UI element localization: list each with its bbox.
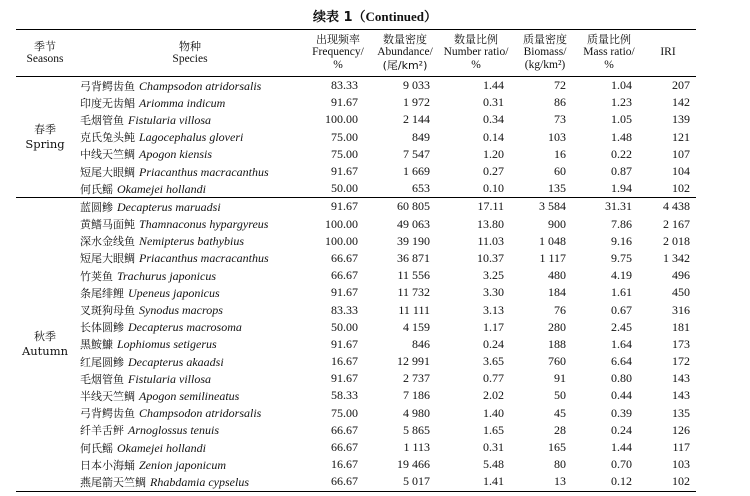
biomass-cell: 900 <box>548 216 566 231</box>
biomass-cell: 13 <box>554 474 566 489</box>
table-row <box>16 198 696 216</box>
biomass-cell: 73 <box>554 112 566 127</box>
species-sci: Okamejei hollandi <box>117 181 206 196</box>
species-sci: Fistularia villosa <box>128 371 212 386</box>
frequency-cell: 66.67 <box>331 268 358 283</box>
species-sci: Nemipterus bathybius <box>139 234 244 249</box>
table-row <box>16 422 696 439</box>
species-cn: 日本小海蛹 <box>80 458 135 472</box>
iri-cell: 135 <box>672 405 690 420</box>
table-row <box>16 111 696 128</box>
number-ratio-cell: 1.65 <box>483 422 504 437</box>
mass-ratio-cell: 0.87 <box>611 164 632 179</box>
species-cell <box>74 94 306 111</box>
species-cell <box>74 77 306 95</box>
number-ratio-cell: 17.11 <box>477 199 504 214</box>
frequency-cell: 16.67 <box>331 457 358 472</box>
number-ratio-cell: 0.24 <box>483 336 504 351</box>
autumn-section <box>16 198 696 491</box>
table-header <box>16 30 696 77</box>
table-row <box>16 456 696 473</box>
abundance-cell: 11 732 <box>397 285 430 300</box>
species-cell <box>74 387 306 404</box>
abundance-cell: 12 991 <box>397 354 430 369</box>
biomass-cell: 60 <box>554 164 566 179</box>
table-row <box>16 94 696 111</box>
mass-ratio-cell: 1.64 <box>611 336 632 351</box>
species-cn: 黑鮟鱇 <box>80 338 113 352</box>
table-row <box>16 267 696 284</box>
biomass-cell: 80 <box>554 457 566 472</box>
mass-ratio-cell: 6.64 <box>611 354 632 369</box>
species-cell <box>74 163 306 180</box>
species-cell <box>74 301 306 318</box>
mass-ratio-cell: 31.31 <box>605 199 632 214</box>
table-row <box>16 353 696 370</box>
table-row <box>16 284 696 301</box>
mass-ratio-cell: 0.80 <box>611 371 632 386</box>
number-ratio-cell: 3.13 <box>483 302 504 317</box>
frequency-cell: 66.67 <box>331 250 358 265</box>
abundance-cell: 49 063 <box>397 216 430 231</box>
species-cell <box>74 267 306 284</box>
table-row <box>16 473 696 491</box>
species-cell <box>74 473 306 491</box>
species-cell <box>74 129 306 146</box>
species-cn: 何氏鳐 <box>80 441 113 455</box>
frequency-cell: 50.00 <box>331 181 358 196</box>
mass-ratio-cell: 1.48 <box>611 129 632 144</box>
header-mass-ratio: 质量比例 Mass ratio/ % <box>583 33 635 71</box>
caption-cn: 续表 1（ <box>312 10 366 25</box>
abundance-cell: 11 111 <box>398 302 430 317</box>
table-row <box>16 319 696 336</box>
iri-cell: 104 <box>672 164 690 179</box>
frequency-cell: 83.33 <box>331 302 358 317</box>
frequency-cell: 66.67 <box>331 422 358 437</box>
number-ratio-cell: 0.77 <box>483 371 504 386</box>
biomass-cell: 72 <box>554 78 566 93</box>
season-cell <box>16 77 74 198</box>
mass-ratio-cell: 1.23 <box>611 95 632 110</box>
biomass-cell: 1 117 <box>539 250 566 265</box>
iri-cell: 142 <box>672 95 690 110</box>
number-ratio-cell: 3.30 <box>483 285 504 300</box>
mass-ratio-cell: 2.45 <box>611 319 632 334</box>
iri-cell: 207 <box>672 78 690 93</box>
biomass-cell: 165 <box>548 440 566 455</box>
species-cn: 条尾绯鲤 <box>80 286 124 300</box>
frequency-cell: 100.00 <box>325 216 358 231</box>
species-sci: Decapterus maruadsi <box>117 199 221 214</box>
header-number-ratio: 数量比例 Number ratio/ % <box>443 33 509 71</box>
table-row <box>16 216 696 233</box>
mass-ratio-cell: 0.39 <box>611 405 632 420</box>
frequency-cell: 50.00 <box>331 319 358 334</box>
biomass-cell: 188 <box>548 336 566 351</box>
number-ratio-cell: 1.17 <box>483 319 504 334</box>
number-ratio-cell: 0.10 <box>483 181 504 196</box>
frequency-cell: 91.67 <box>331 285 358 300</box>
number-ratio-cell: 10.37 <box>477 250 504 265</box>
number-ratio-cell: 3.25 <box>483 268 504 283</box>
table-row <box>16 387 696 404</box>
species-sci: Fistularia villosa <box>128 112 212 127</box>
abundance-cell: 11 556 <box>397 268 430 283</box>
iri-cell: 121 <box>672 129 690 144</box>
frequency-cell: 66.67 <box>331 440 358 455</box>
number-ratio-cell: 3.65 <box>483 354 504 369</box>
species-cn: 纤羊舌鲆 <box>80 424 124 438</box>
biomass-cell: 45 <box>554 405 566 420</box>
mass-ratio-cell: 0.70 <box>611 457 632 472</box>
data-table <box>16 29 696 492</box>
frequency-cell: 91.67 <box>331 336 358 351</box>
number-ratio-cell: 13.80 <box>477 216 504 231</box>
species-cell <box>74 146 306 163</box>
table-row <box>16 77 696 95</box>
frequency-cell: 100.00 <box>325 233 358 248</box>
abundance-cell: 7 547 <box>403 146 430 161</box>
iri-cell: 117 <box>672 440 690 455</box>
biomass-cell: 16 <box>554 146 566 161</box>
mass-ratio-cell: 9.75 <box>611 250 632 265</box>
species-sci: Decapterus akaadsi <box>128 354 224 369</box>
abundance-cell: 2 737 <box>403 371 430 386</box>
species-sci: Trachurus japonicus <box>117 268 217 283</box>
biomass-cell: 760 <box>548 354 566 369</box>
number-ratio-cell: 0.31 <box>483 440 504 455</box>
table-row <box>16 233 696 250</box>
number-ratio-cell: 1.44 <box>483 78 504 93</box>
frequency-cell: 91.67 <box>331 199 358 214</box>
species-cell <box>74 111 306 128</box>
iri-cell: 172 <box>672 354 690 369</box>
header-frequency: 出现频率 Frequency/ % <box>312 33 364 71</box>
iri-cell: 496 <box>672 268 690 283</box>
abundance-cell: 1 113 <box>403 440 430 455</box>
species-cell <box>74 353 306 370</box>
table-row <box>16 163 696 180</box>
mass-ratio-cell: 0.12 <box>611 474 632 489</box>
frequency-cell: 75.00 <box>331 146 358 161</box>
mass-ratio-cell: 0.67 <box>611 302 632 317</box>
species-cn: 短尾大眼鲷 <box>80 165 135 179</box>
spring-section <box>16 77 696 198</box>
mass-ratio-cell: 0.44 <box>611 388 632 403</box>
frequency-cell: 91.67 <box>331 95 358 110</box>
biomass-cell: 184 <box>548 285 566 300</box>
species-cell <box>74 370 306 387</box>
biomass-cell: 86 <box>554 95 566 110</box>
mass-ratio-cell: 1.44 <box>611 440 632 455</box>
frequency-cell: 91.67 <box>331 164 358 179</box>
mass-ratio-cell: 7.86 <box>611 216 632 231</box>
mass-ratio-cell: 1.61 <box>611 285 632 300</box>
table-row <box>16 250 696 267</box>
header-biomass: 质量密度 Biomass/ (kg/km²) <box>523 33 567 71</box>
species-sci: Lagocephalus gloveri <box>139 130 244 145</box>
species-cn: 深水金线鱼 <box>80 235 135 249</box>
iri-cell: 4 438 <box>663 199 690 214</box>
species-cell <box>74 439 306 456</box>
table-row <box>16 180 696 198</box>
species-sci: Zenion japonicum <box>139 457 226 472</box>
biomass-cell: 50 <box>554 388 566 403</box>
iri-cell: 102 <box>672 181 690 196</box>
number-ratio-cell: 11.03 <box>477 233 504 248</box>
iri-cell: 102 <box>672 474 690 489</box>
iri-cell: 107 <box>672 146 690 161</box>
frequency-cell: 75.00 <box>331 405 358 420</box>
abundance-cell: 846 <box>412 336 430 351</box>
header-season: 季节 Seasons <box>26 39 64 65</box>
iri-cell: 316 <box>672 302 690 317</box>
abundance-cell: 36 871 <box>397 250 430 265</box>
biomass-cell: 3 584 <box>539 199 566 214</box>
species-cn: 蓝圆鲹 <box>80 200 113 214</box>
abundance-cell: 1 669 <box>403 164 430 179</box>
frequency-cell: 75.00 <box>331 129 358 144</box>
iri-cell: 173 <box>672 336 690 351</box>
iri-cell: 2 167 <box>663 216 690 231</box>
caption-close: ） <box>424 10 438 25</box>
species-cell <box>74 456 306 473</box>
species-cell <box>74 405 306 422</box>
number-ratio-cell: 0.34 <box>483 112 504 127</box>
species-cn: 竹荚鱼 <box>80 269 113 283</box>
caption-en: Continued <box>365 9 425 24</box>
number-ratio-cell: 1.41 <box>483 474 504 489</box>
abundance-cell: 653 <box>412 181 430 196</box>
species-cn: 印度无齿鲳 <box>80 96 135 110</box>
number-ratio-cell: 0.31 <box>483 95 504 110</box>
species-cn: 黄鳍马面鲀 <box>80 218 135 232</box>
biomass-cell: 103 <box>548 129 566 144</box>
abundance-cell: 7 186 <box>403 388 430 403</box>
iri-cell: 143 <box>672 371 690 386</box>
species-sci: Arnoglossus tenuis <box>128 423 220 438</box>
table-caption <box>0 6 750 25</box>
species-sci: Okamejei hollandi <box>117 440 206 455</box>
species-cn: 克氏兔头鲀 <box>80 131 135 145</box>
species-cell <box>74 198 306 216</box>
iri-cell: 143 <box>672 388 690 403</box>
species-cn: 叉斑狗母鱼 <box>80 304 135 318</box>
frequency-cell: 83.33 <box>331 78 358 93</box>
species-sci: Ariomma indicum <box>139 95 226 110</box>
species-cell <box>74 250 306 267</box>
frequency-cell: 91.67 <box>331 371 358 386</box>
mass-ratio-cell: 0.22 <box>611 146 632 161</box>
abundance-cell: 4 980 <box>403 405 430 420</box>
season-cell <box>16 198 74 491</box>
species-cn: 何氏鳐 <box>80 182 113 196</box>
iri-cell: 1 342 <box>663 250 690 265</box>
biomass-cell: 280 <box>548 319 566 334</box>
species-cn: 弓背鳄齿鱼 <box>80 79 135 93</box>
abundance-cell: 39 190 <box>397 233 430 248</box>
species-cn: 中线天竺鲷 <box>80 148 135 162</box>
abundance-cell: 19 466 <box>397 457 430 472</box>
species-cn: 半线天竺鲷 <box>80 389 135 403</box>
iri-cell: 181 <box>672 319 690 334</box>
iri-cell: 103 <box>672 457 690 472</box>
table-row <box>16 301 696 318</box>
number-ratio-cell: 2.02 <box>483 388 504 403</box>
species-sci: Decapterus macrosoma <box>128 320 242 335</box>
abundance-cell: 9 033 <box>403 78 430 93</box>
species-cn: 短尾大眼鲷 <box>80 252 135 266</box>
abundance-cell: 60 805 <box>397 199 430 214</box>
season-cn: 春季 <box>34 123 56 137</box>
iri-cell: 126 <box>672 422 690 437</box>
species-cn: 毛烟管鱼 <box>80 113 124 127</box>
species-cn: 长体圆鲹 <box>80 321 124 335</box>
header-iri: IRI <box>660 46 676 58</box>
biomass-cell: 28 <box>554 422 566 437</box>
iri-cell: 2 018 <box>663 233 690 248</box>
species-cn: 弓背鳄齿鱼 <box>80 407 135 421</box>
season-en: Autumn <box>21 344 69 359</box>
species-cn: 燕尾箭天竺鲷 <box>80 475 146 489</box>
number-ratio-cell: 0.14 <box>483 129 504 144</box>
season-en: Spring <box>25 137 65 152</box>
abundance-cell: 2 144 <box>403 112 430 127</box>
abundance-cell: 4 159 <box>403 319 430 334</box>
species-sci: Upeneus japonicus <box>128 285 220 300</box>
biomass-cell: 91 <box>554 371 566 386</box>
species-cell <box>74 422 306 439</box>
table-row <box>16 405 696 422</box>
table-row <box>16 129 696 146</box>
iri-cell: 139 <box>672 112 690 127</box>
season-cn: 秋季 <box>34 330 56 344</box>
mass-ratio-cell: 1.05 <box>611 112 632 127</box>
number-ratio-cell: 0.27 <box>483 164 504 179</box>
species-sci: Synodus macrops <box>139 303 223 318</box>
abundance-cell: 5 017 <box>403 474 430 489</box>
header-abundance: 数量密度 Abundance/ (尾/km²) <box>377 33 433 72</box>
table-row <box>16 336 696 353</box>
species-cell <box>74 319 306 336</box>
species-cell <box>74 180 306 198</box>
frequency-cell: 58.33 <box>331 388 358 403</box>
number-ratio-cell: 5.48 <box>483 457 504 472</box>
species-cell <box>74 284 306 301</box>
species-cell <box>74 336 306 353</box>
species-sci: Rhabdamia cypselus <box>150 474 249 489</box>
species-sci: Thamnaconus hypargyreus <box>139 217 269 232</box>
biomass-cell: 480 <box>548 268 566 283</box>
mass-ratio-cell: 1.94 <box>611 181 632 196</box>
header-species: 物种 Species <box>172 39 208 65</box>
mass-ratio-cell: 1.04 <box>611 78 632 93</box>
species-sci: Apogon semilineatus <box>139 388 240 403</box>
frequency-cell: 66.67 <box>331 474 358 489</box>
species-cn: 毛烟管鱼 <box>80 372 124 386</box>
frequency-cell: 100.00 <box>325 112 358 127</box>
species-cell <box>74 233 306 250</box>
table-row <box>16 439 696 456</box>
biomass-cell: 1 048 <box>539 233 566 248</box>
species-sci: Priacanthus macracanthus <box>139 164 269 179</box>
mass-ratio-cell: 0.24 <box>611 422 632 437</box>
species-cell <box>74 216 306 233</box>
mass-ratio-cell: 9.16 <box>611 233 632 248</box>
frequency-cell: 16.67 <box>331 354 358 369</box>
species-sci: Priacanthus macracanthus <box>139 251 269 266</box>
species-cn: 红尾圆鲹 <box>80 355 124 369</box>
mass-ratio-cell: 4.19 <box>611 268 632 283</box>
species-sci: Apogon kiensis <box>139 147 212 162</box>
biomass-cell: 135 <box>548 181 566 196</box>
table-row <box>16 146 696 163</box>
species-sci: Lophiomus setigerus <box>117 337 217 352</box>
species-sci: Champsodon atridorsalis <box>139 78 262 93</box>
abundance-cell: 5 865 <box>403 422 430 437</box>
number-ratio-cell: 1.40 <box>483 405 504 420</box>
biomass-cell: 76 <box>554 302 566 317</box>
iri-cell: 450 <box>672 285 690 300</box>
number-ratio-cell: 1.20 <box>483 146 504 161</box>
species-sci: Champsodon atridorsalis <box>139 406 262 421</box>
table-row <box>16 370 696 387</box>
abundance-cell: 849 <box>412 129 430 144</box>
abundance-cell: 1 972 <box>403 95 430 110</box>
